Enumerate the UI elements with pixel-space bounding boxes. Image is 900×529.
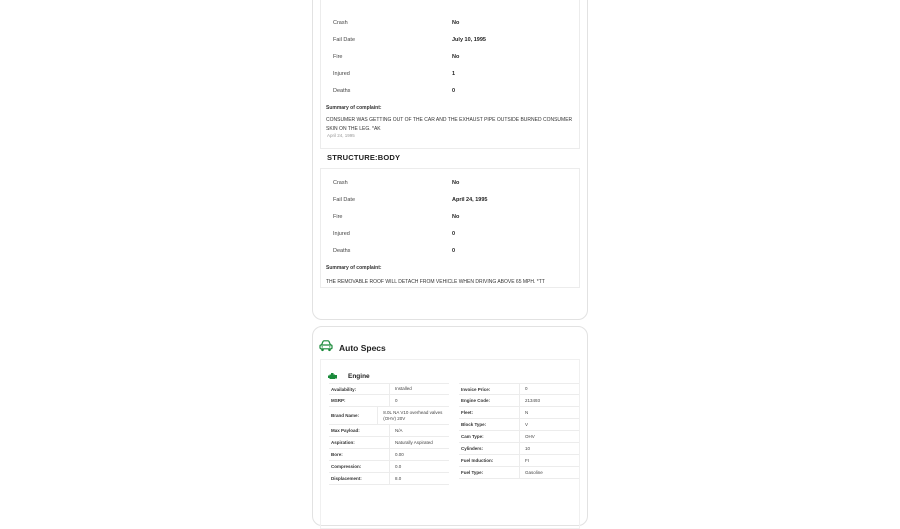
field-label: Fire [333,213,343,220]
summary-text: CONSUMER WAS GETTING OUT OF THE CAR AND THE EXHAUST PIPE OUTSIDE BURNED CONSUMER SKIN ON THE LEG. *AK [326,117,573,132]
spec-row [329,461,449,473]
spec-label: Fuel Induction: [459,455,520,466]
spec-value: OHV [525,433,535,439]
complaint-field-row [333,65,569,82]
spec-label: Fleet: [459,407,520,418]
spec-row [329,437,449,449]
spec-value: N [525,409,529,415]
field-label: Fail Date [333,196,356,203]
spec-row [329,407,449,425]
section-title: STRUCTURE:BODY [327,153,401,162]
spec-label: Brand Name: [329,407,378,424]
spec-value: N/A [395,427,403,433]
complaint-item [320,168,580,288]
spec-label: Compression: [329,461,390,472]
spec-label: Bore: [329,449,390,460]
auto-specs-title: Auto Specs [339,343,386,353]
complaint-field-row [333,174,569,191]
complaint-item [320,0,580,149]
complaint-field-row [333,31,569,48]
field-value: April 24, 1995 [452,196,488,203]
field-value: July 10, 1995 [452,36,486,43]
spec-label: Availability: [329,384,390,394]
spec-value: Installed [395,386,412,392]
spec-value: 0.00 [395,451,404,457]
complaint-field-row [333,242,569,259]
spec-value: 213493 [525,397,541,403]
complaint-field-row [333,48,569,65]
field-label: Fail Date [333,36,356,43]
field-value: 0 [452,247,456,254]
auto-specs-header [319,339,386,357]
spec-value: Naturally Aspirated [395,439,433,445]
engine-specs-right [459,383,579,479]
spec-label: Block Type: [459,419,520,430]
field-value: 0 [452,87,456,94]
field-value: 1 [452,70,456,77]
field-label: Fire [333,53,343,60]
spec-label: Aspiration: [329,437,390,448]
field-label: Deaths [333,247,351,254]
spec-value: FI [525,457,529,463]
complaints-card [312,0,588,320]
spec-row [459,467,579,479]
spec-value: 10 [525,445,531,451]
field-value: No [452,19,460,26]
field-value: No [452,213,460,220]
spec-value: Gasoline [525,469,543,475]
complaint-field-row [333,191,569,208]
spec-value: 0.0 [395,463,402,469]
summary-label: Summary of complaint: [326,105,382,111]
field-label: Crash [333,179,348,186]
field-label: Deaths [333,87,351,94]
engine-panel [320,359,580,529]
spec-row [459,431,579,443]
spec-row [329,473,449,485]
spec-label: Invoice Price: [459,384,520,394]
spec-label: Fuel Type: [459,467,520,478]
section-date-clipped: April 24, 1995 [327,133,355,138]
spec-row [459,407,579,419]
spec-row [329,425,449,437]
complaint-field-row [333,82,569,99]
spec-label: Max Payload: [329,425,390,436]
summary-text: THE REMOVABLE ROOF WILL DETACH FROM VEHICLE WHEN DRIVING ABOVE 65 MPH. *TT [326,279,545,285]
field-value: 0 [452,230,456,237]
spec-label: Cylinders: [459,443,520,454]
car-icon [319,339,333,357]
complaint-field-row [333,14,569,31]
auto-specs-card [312,326,588,526]
spec-row [329,383,449,395]
spec-label: MSRP: [329,395,390,406]
spec-row [459,455,579,467]
spec-row [329,449,449,461]
spec-row [459,383,579,395]
field-label: Injured [333,70,350,77]
engine-title: Engine [348,372,370,380]
spec-row [459,443,579,455]
summary-label: Summary of complaint: [326,265,382,271]
spec-label: Displacement: [329,473,390,484]
spec-label: Engine Code: [459,395,520,406]
spec-row [459,419,579,431]
field-value: No [452,53,460,60]
spec-value: 8.0 [395,475,402,481]
field-label: Crash [333,19,348,26]
spec-value: 8.0L NA V10 overhead valves (OHV) 20V [383,410,443,421]
complaint-field-row [333,225,569,242]
spec-row [459,395,579,407]
spec-value: V [525,421,529,427]
field-value: No [452,179,460,186]
spec-label: Cam Type: [459,431,520,442]
field-label: Injured [333,230,350,237]
complaint-field-row [333,208,569,225]
spec-value: 0 [395,397,398,403]
spec-value: 0 [525,386,528,392]
engine-specs-left [329,383,449,485]
spec-row [329,395,449,407]
